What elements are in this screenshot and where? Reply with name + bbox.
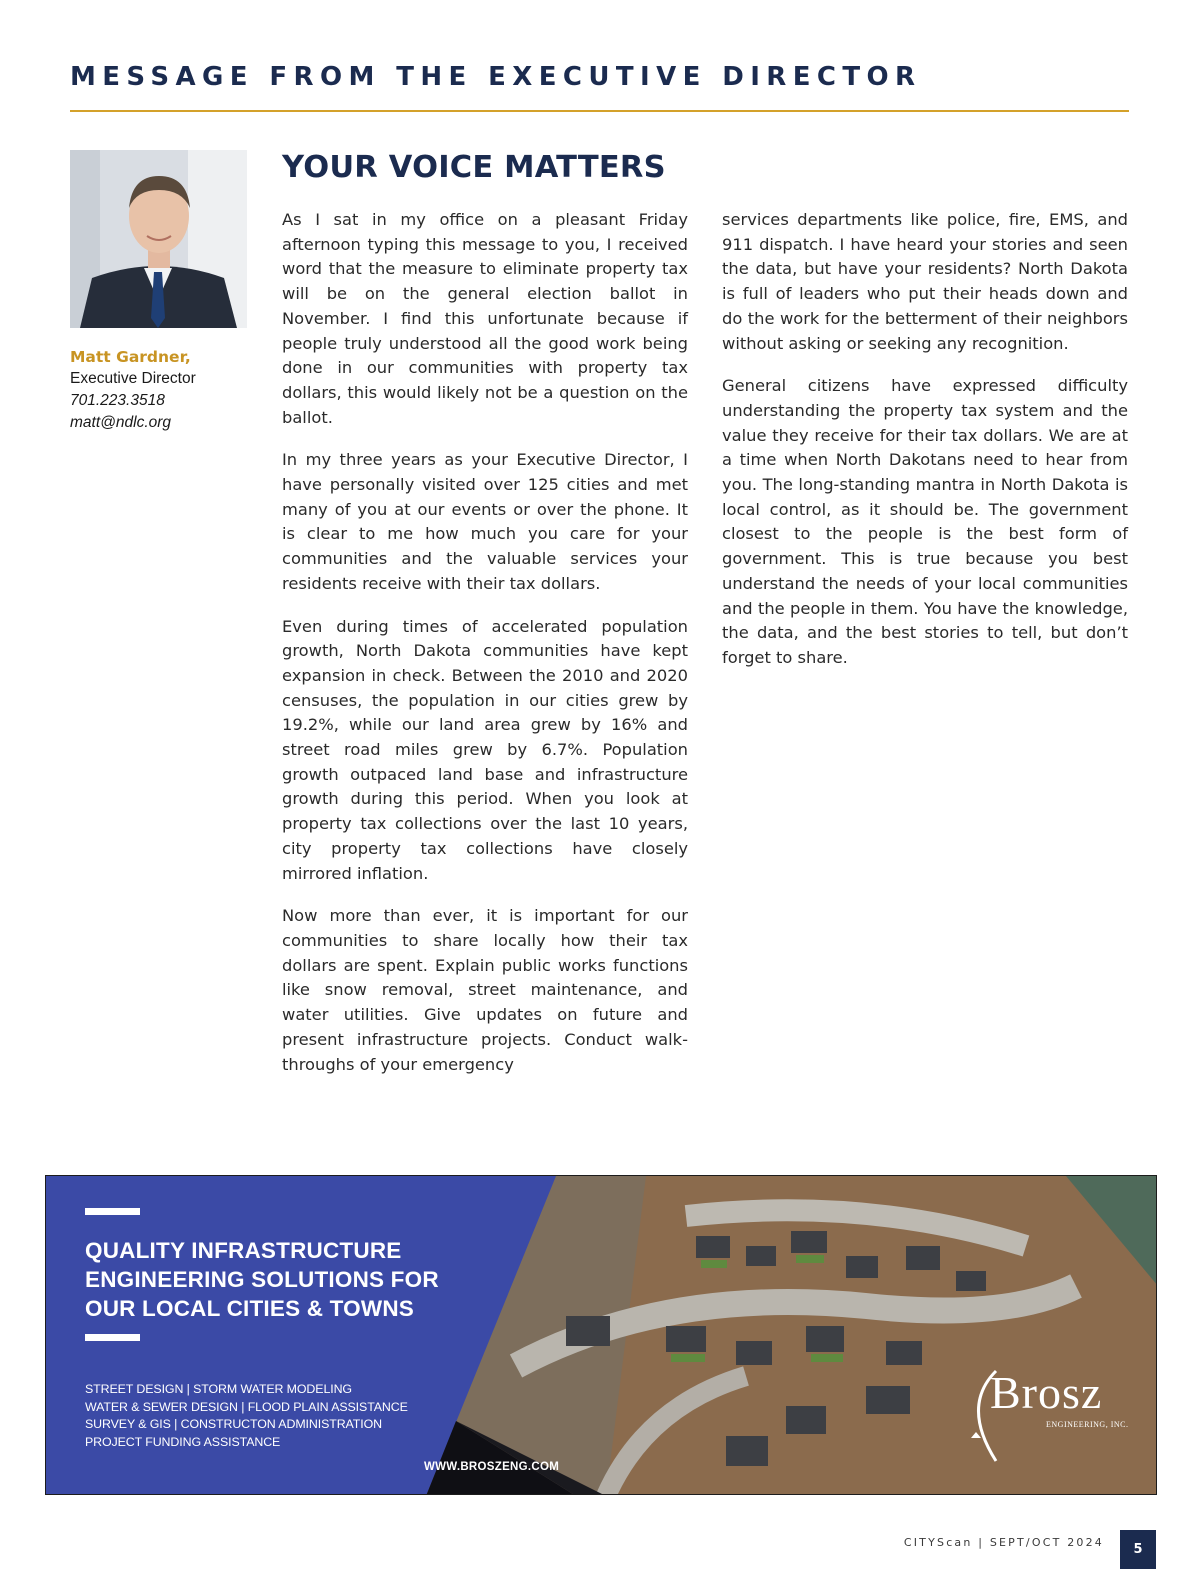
ad-service-line: SURVEY & GIS | CONSTRUCTON ADMINISTRATION	[85, 1417, 382, 1431]
ad-accent-bar	[85, 1208, 140, 1215]
ad-website-link[interactable]: WWW.BROSZENG.COM	[424, 1461, 560, 1473]
author-role: Executive Director	[70, 370, 196, 387]
brosz-logo: Brosz	[990, 1367, 1103, 1418]
paragraph: services departments like police, fire, EMS, and 911 dispatch. I have heard your stories and seen the data, but have your residents? North Dakota is full of leaders who put their heads down and do the work for the betterment of their neighbors without asking or seeking any recognition.	[722, 210, 1128, 353]
ad-headline-line: OUR LOCAL CITIES & TOWNS	[85, 1296, 414, 1321]
paragraph: General citizens have expressed difficulty understanding the property tax system and the value they receive for their tax dollars. We are at a time when North Dakotans need to hear from you. The long-standing mantra in North Dakota is local control, as it should be. The government closest to the people is the best form of government. This is true because you best understand the needs of your local communities and the people in them. You have the knowledge, the data, and the best stories to tell, but don’t forget to share.	[722, 376, 1128, 667]
ad-headline-line: ENGINEERING SOLUTIONS FOR	[85, 1267, 439, 1292]
ad-service-line: STREET DESIGN | STORM WATER MODELING	[85, 1382, 352, 1396]
ad-services-list	[85, 1381, 485, 1451]
title-divider	[70, 110, 1129, 112]
paragraph: Even during times of accelerated population growth, North Dakota communities have kept expansion in check. Between the 2010 and 2020 censuses, the population in our cities grew by 19.2%, while our land area grew by 16% and street road miles grew by 6.7%. Population growth outpaced land base and infrastructure growth during this period. When you look at property tax collections over the last 10 years, city property tax collections have closely mirrored inflation.	[282, 616, 688, 883]
article-column-left	[282, 208, 688, 1095]
paragraph: In my three years as your Executive Director, I have personally visited over 125 cities and met many of you at our events or over the phone. It is clear to me how much you care for your communities and the valuable services your residents receive with their tax dollars.	[282, 450, 688, 593]
author-portrait	[70, 150, 247, 328]
paragraph: Now more than ever, it is important for our communities to share locally how their tax dollars are spent. Explain public works functions like snow removal, street maintenance, and water utilities. Give updates on future and present infrastructure projects. Conduct walk-throughs of your emergency	[282, 906, 688, 1074]
brosz-advertisement[interactable]	[45, 1175, 1157, 1495]
ad-service-line: PROJECT FUNDING ASSISTANCE	[85, 1434, 281, 1449]
ad-headline-line: QUALITY INFRASTRUCTURE	[85, 1238, 402, 1263]
author-name: Matt Gardner,	[70, 348, 191, 366]
brosz-logo-subtitle: ENGINEERING, INC.	[1046, 1420, 1129, 1429]
ad-headline	[85, 1236, 505, 1323]
article-headline: YOUR VOICE MATTERS	[282, 150, 666, 185]
article-column-right	[722, 208, 1128, 689]
author-info	[70, 346, 260, 434]
author-email[interactable]: matt@ndlc.org	[70, 414, 172, 431]
page-number: 5	[1120, 1530, 1156, 1569]
author-phone[interactable]: 701.223.3518	[70, 392, 165, 409]
ad-accent-bar	[85, 1334, 140, 1341]
section-title: MESSAGE FROM THE EXECUTIVE DIRECTOR	[70, 62, 922, 92]
paragraph: As I sat in my office on a pleasant Friday afternoon typing this message to you, I received word that the measure to eliminate property tax will be on the general election ballot in November. I find this unfortunate because if people truly understood all the good work being done in our communities with property tax dollars, this would likely not be a question on the ballot.	[282, 210, 688, 427]
footer-publication: CITYScan | SEPT/OCT 2024	[903, 1536, 1104, 1549]
ad-service-line: WATER & SEWER DESIGN | FLOOD PLAIN ASSISTANCE	[85, 1399, 408, 1414]
